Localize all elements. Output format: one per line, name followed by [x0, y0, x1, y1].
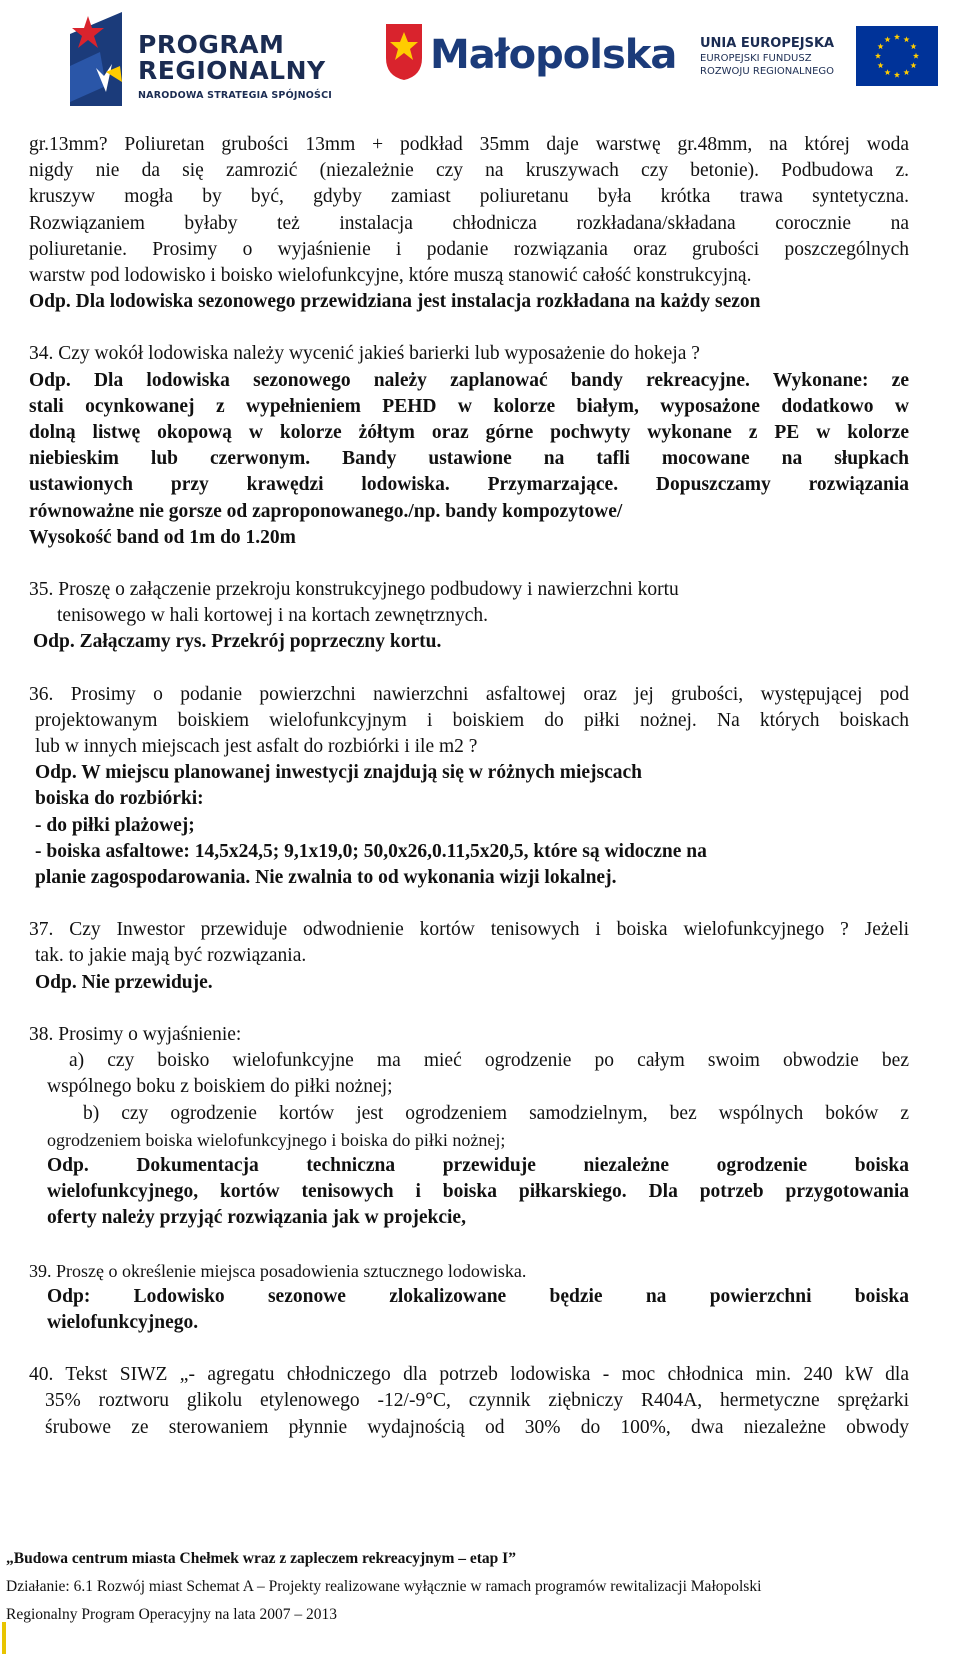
intro-line: nigdy nie da się zamrozić (niezależnie czy na kruszywach czy betonie). Podbudowa z.	[29, 160, 909, 182]
question-37-line: 37. Czy Inwestor przewiduje odwodnienie kortów tenisowych i boiska wielofunkcyjnego ? Jeżeli	[29, 919, 909, 941]
question-38a-line: a) czy boisko wielofunkcyjne ma mieć ogrodzenie po całym swoim obwodzie bez	[69, 1050, 909, 1072]
question-40-line: śrubowe ze sterowaniem płynnie wydajnością od 30% do 100%, dwa niezależne obwody	[45, 1416, 909, 1438]
eu-logo	[700, 22, 940, 102]
answer-34-line: stali ocynkowanej z wypełnieniem PEHD w kolorze białym, wyposażone dodatkowo w	[29, 395, 909, 417]
question-38a-line: wspólnego boku z boiskiem do piłki nożnej;	[47, 1076, 393, 1098]
question-36-line: 36. Prosimy o podanie powierzchni nawierzchni asfaltowej oraz jej grubości, występującej pod	[29, 683, 909, 705]
malopolska-logo	[384, 22, 677, 92]
answer-38-line: wielofunkcyjnego, kortów tenisowych i boiska piłkarskiego. Dla potrzeb przygotowania	[47, 1181, 909, 1203]
page-footer	[6, 1549, 926, 1625]
question-38b-line: b) czy ogrodzenie kortów jest ogrodzeniem samodzielnym, bez wspólnych boków z	[83, 1102, 909, 1124]
program-logo-line1: PROGRAM	[138, 30, 285, 59]
answer-39-line: Odp: Lodowisko sezonowe zlokalizowane będzie na powierzchni boiska	[47, 1285, 909, 1307]
answer-34-line: Wysokość band od 1m do 1.20m	[29, 526, 296, 548]
footer-project-title: „Budowa centrum miasta Chełmek wraz z zapleczem rekreacyjnym – etap I”	[6, 1550, 516, 1567]
answer-36-line: - boiska asfaltowe: 14,5x24,5; 9,1x19,0; 50,0x26,0.11,5x20,5, które są widoczne na	[35, 840, 707, 862]
answer-36-line: boiska do rozbiórki:	[35, 788, 204, 810]
footer-program-line: Regionalny Program Operacyjny na lata 2007 – 2013	[6, 1606, 338, 1623]
answer-34-line: dolną listwę okopową w kolorze żółtym oraz górne pochwyty wykonane z PE w kolorze	[29, 422, 909, 444]
question-36-line: projektowanym boiskiem wielofunkcyjnym i boiskiem do piłki nożnej. Na których boiskach	[35, 709, 909, 731]
answer-35: Odp. Załączamy rys. Przekrój poprzeczny kortu.	[33, 631, 442, 653]
footer-action-line: Działanie: 6.1 Rozwój miast Schemat A – Projekty realizowane wyłącznie w ramach programów rewitalizacji Małopolski	[6, 1578, 762, 1595]
question-39: 39. Proszę o określenie miejsca posadowienia sztucznego lodowiska.	[29, 1260, 527, 1281]
answer-36-line: planie zagospodarowania. Nie zwalnia to od wykonania wizji lokalnej.	[35, 867, 617, 889]
question-36-line: lub w innych miejscach jest asfalt do rozbiórki i ile m2 ?	[35, 736, 478, 758]
answer-34-line: ustawionych przy krawędzi lodowiska. Przymarzające. Dopuszczamy rozwiązania	[29, 474, 909, 496]
answer-38-line: Odp. Dokumentacja techniczna przewiduje niezależne ogrodzenie boiska	[47, 1154, 909, 1176]
intro-answer: Odp. Dla lodowiska sezonowego przewidziana jest instalacja rozkładana na każdy sezon	[29, 291, 761, 313]
answer-36-line: Odp. W miejscu planowanej inwestycji znajdują się w różnych miejscach	[35, 762, 643, 784]
answer-36-line: - do piłki plażowej;	[35, 814, 195, 836]
answer-37: Odp. Nie przewiduje.	[35, 971, 213, 993]
intro-line: kruszyw mogła by być, gdyby zamiast poliuretanu była krótka trawa syntetyczna.	[29, 186, 909, 208]
question-40-line: 35% roztworu glikolu etylenowego -12/-9°C, czynnik ziębniczy R404A, hermetyczne sprężarki	[45, 1390, 909, 1412]
answer-34-line: równoważne nie gorsze od zaproponowanego./np. bandy kompozytowe/	[29, 500, 623, 522]
footer-marker	[2, 1622, 6, 1654]
eu-logo-line3: ROZWOJU REGIONALNEGO	[700, 66, 835, 77]
eu-flag-icon	[856, 26, 938, 86]
intro-line: warstw pod lodowisko i boisko wielofunkcyjne, które muszą stanowić całość konstrukcyjną.	[29, 265, 752, 287]
malopolska-wordmark: Małopolska	[430, 32, 677, 78]
document-body	[29, 132, 909, 1441]
eu-logo-line1: UNIA EUROPEJSKA	[700, 36, 835, 51]
question-34: 34. Czy wokół lodowiska należy wycenić jakieś barierki lub wyposażenie do hokeja ?	[29, 343, 700, 365]
answer-38-line: oferty należy przyjąć rozwiązania jak w projekcie,	[47, 1207, 466, 1229]
eu-logo-line2: EUROPEJSKI FUNDUSZ	[700, 53, 812, 64]
program-regionalny-logo	[66, 6, 366, 110]
malopolska-shield-icon	[384, 22, 424, 82]
question-38: 38. Prosimy o wyjaśnienie:	[29, 1023, 242, 1045]
intro-line: Rozwiązaniem byłaby też instalacja chłodnicza rozkładana/składana corocznie na	[29, 212, 909, 234]
intro-line: gr.13mm? Poliuretan grubości 13mm + podkład 35mm daje warstwę gr.48mm, na której woda	[29, 134, 909, 155]
question-38b-line: ogrodzeniem boiska wielofunkcyjnego i boiska do piłki nożnej;	[47, 1129, 506, 1150]
program-regionalny-emblem-icon	[66, 6, 136, 110]
question-35-line: 35. Proszę o załączenie przekroju konstrukcyjnego podbudowy i nawierzchni kortu	[29, 579, 679, 601]
answer-39-line: wielofunkcyjnego.	[47, 1311, 199, 1333]
question-37-line: tak. to jakie mają być rozwiązania.	[35, 945, 307, 967]
question-40-line: 40. Tekst SIWZ „- agregatu chłodniczego dla potrzeb lodowiska - moc chłodnica min. 240 kW dla	[29, 1364, 909, 1386]
question-35-line: tenisowego w hali kortowej i na kortach zewnętrznych.	[57, 605, 489, 627]
program-logo-line2: REGIONALNY	[138, 56, 326, 85]
intro-line: poliuretanie. Prosimy o wyjaśnienie i podanie rozwiązania oraz grubości poszczególnych	[29, 238, 909, 260]
answer-34-line: niebieskim lub czerwonym. Bandy ustawione na tafli mocowane na słupkach	[29, 448, 909, 470]
page-header	[0, 0, 960, 120]
program-logo-line3: NARODOWA STRATEGIA SPÓJNOŚCI	[138, 90, 332, 101]
answer-34-line: Odp. Dla lodowiska sezonowego należy zaplanować bandy rekreacyjne. Wykonane: ze	[29, 369, 909, 391]
